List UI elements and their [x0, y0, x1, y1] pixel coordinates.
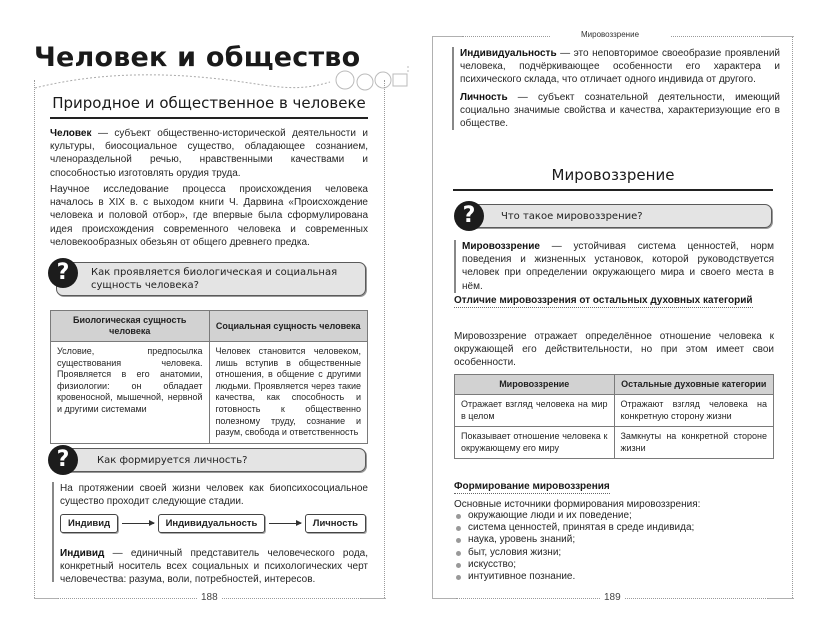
definition-text: — субъект общественно-исторической деятельности и культуры, биосоциальное существо, обладающее сознанием, членораздельной речью, нравственными качествами и способностью изготовлять орудия труда. [50, 128, 368, 179]
term: Личность [460, 91, 508, 103]
list-item: интуитивное познание. [454, 571, 774, 583]
table-header: Социальная сущность человека [209, 311, 368, 342]
definition-text: — субъект сознательной деятельности, имеющий социально значимые свойства и качества, характеризующие его в обществе. [460, 91, 780, 130]
question-callout [56, 448, 366, 472]
term: Индивидуальность [460, 48, 557, 59]
definition-individuality [452, 47, 780, 130]
subhead-formation [454, 477, 754, 497]
frame-line [361, 598, 386, 599]
difference-paragraph: Мировоззрение отражает определённое отношение человека к окружающей его действительности, но при этом имеет свои особенности. [454, 331, 774, 369]
section-title: Мировоззрение [453, 166, 773, 191]
question-text: Как проявляется биологическая и социальная сущность человека? [91, 267, 338, 291]
running-head: Мировоззрение [550, 29, 670, 41]
comparison-table [454, 374, 774, 459]
sources-list [454, 510, 774, 583]
stage-box: Индивидуальность [158, 514, 266, 533]
question-callout [470, 204, 772, 228]
frame-line [432, 36, 462, 37]
subhead-text: Формирование мировоззрения [454, 481, 610, 492]
frame-line [432, 598, 456, 599]
term: Индивид [60, 548, 105, 559]
section-title: Природное и общественное в человеке [50, 94, 368, 119]
essence-table [50, 310, 368, 444]
definition-text: — устойчивая система ценностей, норм поведения и жизненных установок, которой руководствуется человек при определении окружающего мира и своего места в нём. [462, 241, 774, 292]
table-cell: Показывает отношение человека к окружающему его миру [455, 427, 615, 459]
table-header: Мировоззрение [455, 375, 615, 395]
definition-text: — это неповторимое своеобразие проявлений человека, подчёркивающее особенности его характера и психического склада, что отличает одного индивида от другого. [460, 48, 780, 86]
question-mark-icon: ? [454, 201, 484, 231]
right-page [410, 0, 820, 636]
question-mark-icon: ? [48, 445, 78, 475]
question-mark-icon: ? [48, 258, 78, 288]
table-cell: Отражают взгляд человека на конкретную сторону жизни [614, 395, 774, 427]
table-header: Биологическая сущность человека [51, 311, 210, 342]
darwin-paragraph: Научное исследование процесса происхождения человека началось в XIX в. с выходом книги Ч. Дарвина «Происхождение человека и половой отбор», где впервые была сформулирована идея происхождения современного человека и современных человекообразных обезьян от общего древнего предка. [50, 184, 368, 248]
arrow-right-icon [269, 523, 300, 524]
table-cell: Человек становится человеком, лишь вступив в общественные отношения, в общение с другими людьми. Проявляется через такие качества, как способность и готовность к общественно полезному труду, сознание и разум, свобода и ответственность [209, 342, 368, 444]
question-text: Как формируется личность? [97, 454, 248, 466]
table-row [455, 395, 774, 427]
sources-intro: Основные источники формирования мировоззрения: [454, 499, 701, 510]
definition-individual [60, 547, 368, 587]
table-row [455, 427, 774, 459]
page-number: 189 [600, 591, 625, 605]
list-item: быт, условия жизни; [454, 547, 774, 559]
subhead-text: Отличие мировоззрения от остальных духовных категорий [454, 295, 753, 306]
term: Человек [50, 128, 92, 139]
chapter-title: Человек и общество [34, 42, 361, 73]
page-number: 188 [197, 591, 222, 605]
table-header: Остальные духовные категории [614, 375, 774, 395]
frame-line [768, 598, 794, 599]
definition-worldview [454, 240, 774, 293]
table-cell: Условие, предпосылка существования человека. Проявляется в его анатомии, физиологии: он обладает кровеносной, мышечной, нервной и другими системами [51, 342, 210, 444]
stages-flow-diagram [60, 514, 366, 533]
definition-human [50, 127, 368, 180]
table-row [51, 342, 368, 444]
list-item: окружающие люди и их поведение; [454, 510, 774, 522]
stages-intro: На протяжении своей жизни человек как биопсихосоциальное существо проходит следующие стадии. [60, 483, 368, 508]
definition-text: — единичный представитель человеческого рода, конкретный носитель всех социальных и психологических черт человечества: разума, воли, потребностей, интересов. [60, 548, 368, 586]
question-text: Что такое мировоззрение? [501, 210, 643, 222]
term: Мировоззрение [462, 241, 540, 252]
subhead-difference [454, 291, 754, 311]
question-callout [56, 262, 366, 296]
arrow-right-icon [122, 523, 153, 524]
frame-line [762, 36, 794, 37]
frame-line [34, 598, 58, 599]
list-item: искусство; [454, 559, 774, 571]
list-item: система ценностей, принятая в среде индивида; [454, 522, 774, 534]
stage-box: Личность [305, 514, 366, 533]
table-cell: Отражает взгляд человека на мир в целом [455, 395, 615, 427]
stage-box: Индивид [60, 514, 118, 533]
table-cell: Замкнуты на конкретной стороне жизни [614, 427, 774, 459]
list-item: наука, уровень знаний; [454, 534, 774, 546]
